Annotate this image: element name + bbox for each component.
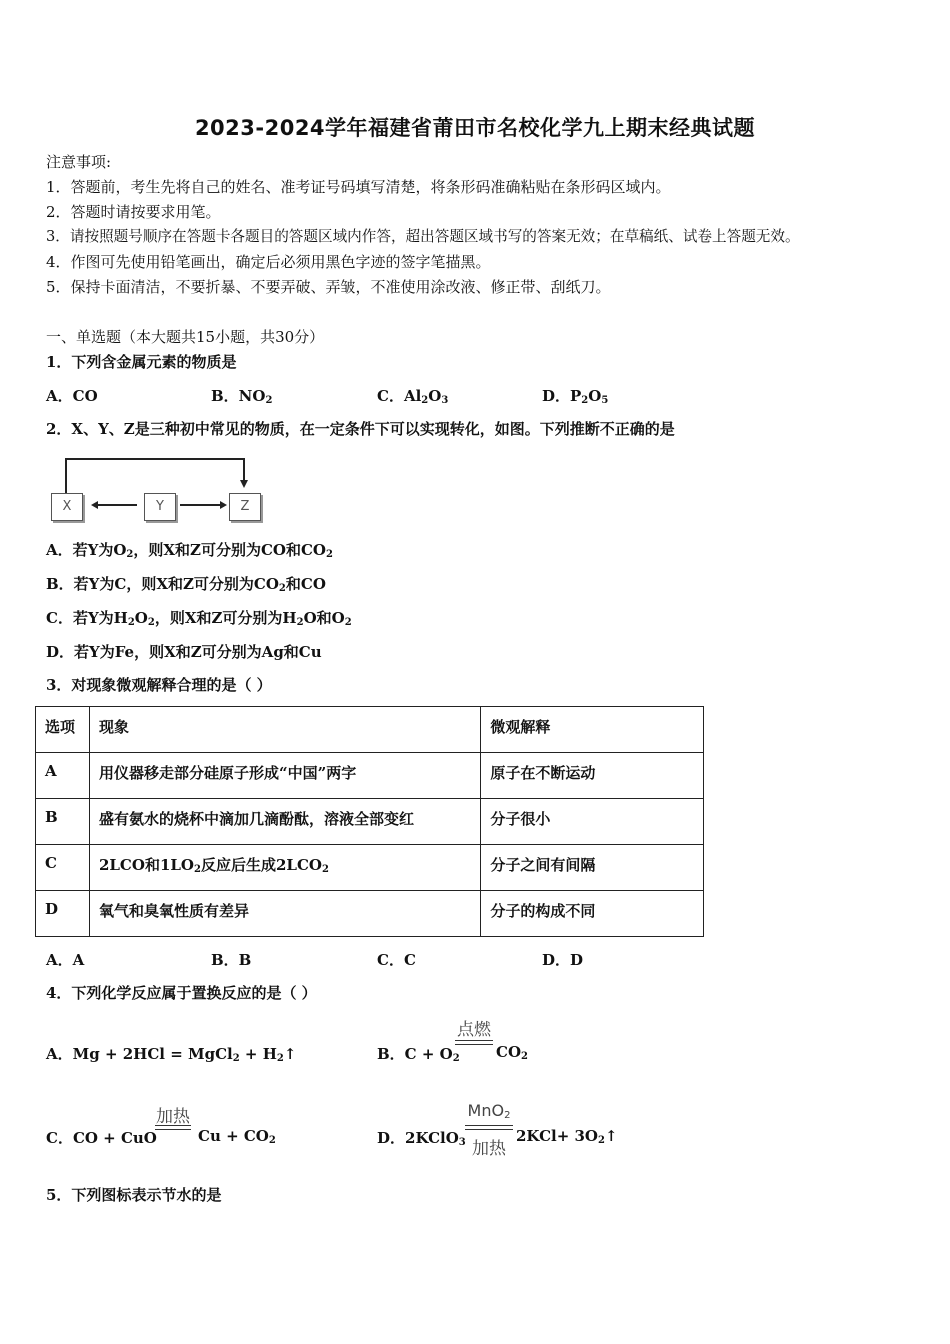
q4-c-equals [155, 1125, 191, 1130]
table-cell-phenomenon: 用仪器移走部分硅原子形成“中国”两字 [89, 753, 480, 799]
notice-item-4: 4．作图可先使用铅笔画出，确定后必须用黑色字迹的签字笔描黑。 [46, 253, 491, 271]
page-title: 2023-2024学年福建省莆田市名校化学九上期末经典试题 [194, 116, 756, 140]
q5-stem: 5．下列图标表示节水的是 [46, 1186, 222, 1204]
q3-stem: 3．对现象微观解释合理的是（ ） [46, 676, 272, 694]
q4-b-condition: 点燃 [457, 1020, 491, 1040]
q2-stem: 2．X、Y、Z是三种初中常见的物质，在一定条件下可以实现转化，如图。下列推断不正确的是 [46, 420, 675, 438]
q2-box-x: X [51, 493, 83, 521]
notice-item-5: 5．保持卡面清洁，不要折暴、不要弄破、弄皱，不准使用涂改液、修正带、刮纸刀。 [46, 278, 611, 296]
table-row [36, 799, 704, 845]
q3-table [35, 706, 704, 937]
table-cell-option: B [36, 799, 90, 845]
table-cell-explanation: 分子的构成不同 [481, 891, 704, 937]
notice-item-1: 1．答题前，考生先将自己的姓名、准考证号码填写清楚，将条形码准确粘贴在条形码区域内。 [46, 178, 671, 196]
table-cell-explanation: 分子之间有间隔 [481, 845, 704, 891]
table-row [36, 753, 704, 799]
table-cell-option: C [36, 845, 90, 891]
table-cell-explanation: 分子很小 [481, 799, 704, 845]
q3-option-b[interactable]: B．B [211, 951, 252, 969]
q2-option-c[interactable]: C．若Y为$H_2O_2$，则X和Z可分别为$H_2O$和$O_2$ [46, 609, 352, 628]
notice-heading: 注意事项: [46, 153, 112, 171]
table-header: 现象 [89, 707, 480, 753]
q2-arrowhead-z [240, 480, 248, 488]
q4-d-catalyst: MnO$_2$ [467, 1101, 511, 1121]
q4-c-condition: 加热 [156, 1107, 190, 1127]
q1-option-d[interactable]: D．$P_2O_5$ [542, 387, 609, 406]
section-heading: 一、单选题（本大题共15小题，共30分） [46, 328, 325, 346]
table-row [36, 845, 704, 891]
q1-option-b[interactable]: B．$NO_2$ [211, 387, 273, 406]
q4-stem: 4．下列化学反应属于置换反应的是（ ） [46, 984, 317, 1002]
q2-box-z: Z [229, 493, 261, 521]
table-header: 微观解释 [481, 707, 704, 753]
table-cell-phenomenon: 氧气和臭氧性质有差异 [89, 891, 480, 937]
table-cell-option: D [36, 891, 90, 937]
notice-item-2: 2．答题时请按要求用笔。 [46, 203, 221, 221]
q3-option-c[interactable]: C．C [377, 951, 416, 969]
q1-option-a[interactable]: A．CO [46, 387, 98, 405]
q2-option-a[interactable]: A．若Y为$O_2$，则X和Z可分别为CO和$CO_2$ [46, 541, 333, 560]
q2-option-b[interactable]: B．若Y为C，则X和Z可分别为$CO_2$和CO [46, 575, 326, 594]
q1-stem: 1．下列含金属元素的物质是 [46, 353, 237, 371]
q2-arrowhead-z2 [220, 501, 227, 509]
q4-option-a[interactable]: A．Mg + 2HCl = MgCl$_2$ + $H_2↑$ [46, 1045, 297, 1064]
table-header-row [36, 707, 704, 753]
notice-item-3: 3．请按照题号顺序在答题卡各题目的答题区域内作答，超出答题区域书写的答案无效；在草稿纸、试卷上答题无效。 [46, 228, 800, 245]
table-header: 选项 [36, 707, 90, 753]
q2-box-y: Y [144, 493, 176, 521]
q4-b-equals [455, 1040, 493, 1045]
q2-arrowhead-x [91, 501, 98, 509]
table-cell-explanation: 原子在不断运动 [481, 753, 704, 799]
table-row [36, 891, 704, 937]
table-cell-phenomenon: 2LCO和$1LO_2$反应后生成$2LCO_2$ [89, 845, 480, 891]
q4-d-equals [465, 1125, 513, 1130]
q2-arrow-x-to-z [66, 459, 244, 493]
q1-option-c[interactable]: C．$Al_2O_3$ [377, 387, 449, 406]
q3-option-a[interactable]: A．A [46, 951, 85, 969]
table-cell-phenomenon: 盛有氨水的烧杯中滴加几滴酚酞，溶液全部变红 [89, 799, 480, 845]
q3-option-d[interactable]: D．D [542, 951, 584, 969]
q2-option-d[interactable]: D．若Y为Fe，则X和Z可分别为Ag和Cu [46, 643, 322, 661]
table-cell-option: A [36, 753, 90, 799]
q4-d-condition: 加热 [472, 1139, 506, 1159]
